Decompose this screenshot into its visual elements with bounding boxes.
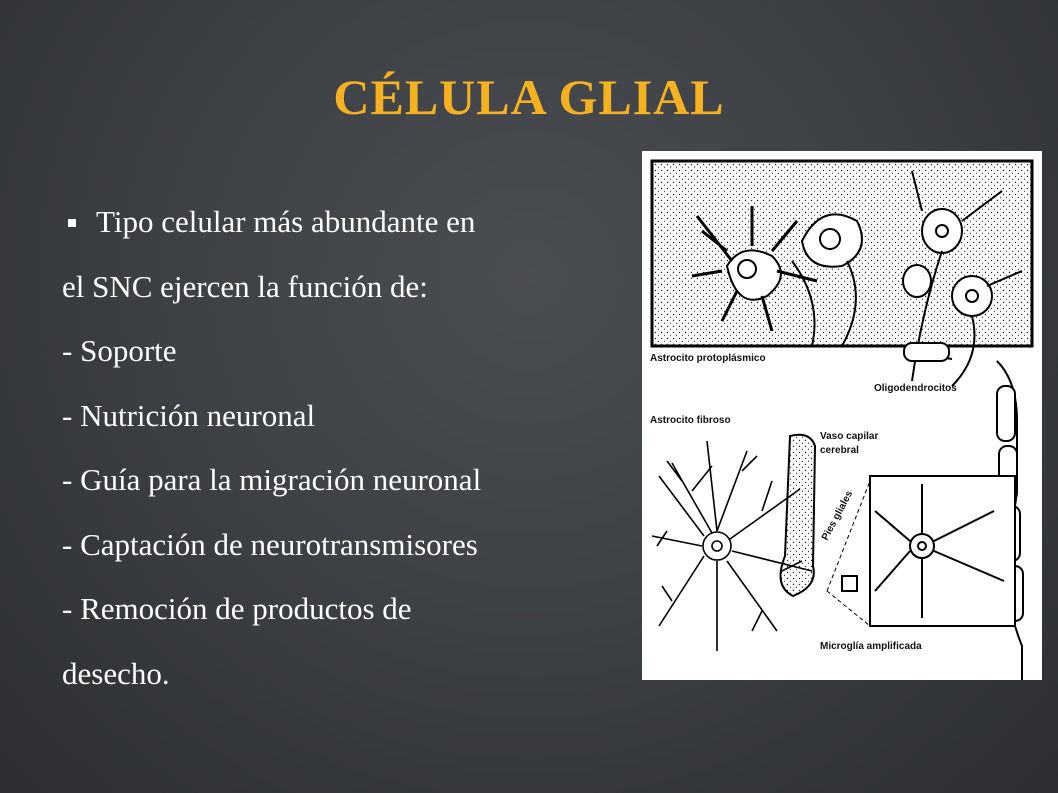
label-astrocito-fibroso: Astrocito fibroso bbox=[650, 415, 731, 426]
label-cerebral: cerebral bbox=[820, 445, 859, 456]
function-remocion: - Remoción de productos de bbox=[62, 591, 412, 626]
glial-cells-drawing bbox=[642, 151, 1042, 680]
label-microglia: Microglía amplificada bbox=[820, 641, 922, 652]
capillary-vessel bbox=[781, 435, 816, 596]
label-oligodendrocitos: Oligodendrocitos bbox=[874, 383, 957, 394]
function-nutricion: - Nutrición neuronal bbox=[62, 397, 316, 433]
function-soporte: - Soporte bbox=[62, 333, 177, 368]
label-astrocito-protoplasmico: Astrocito protoplásmico bbox=[650, 353, 766, 364]
slide-body bbox=[62, 190, 662, 706]
label-vaso-capilar: Vaso capilar bbox=[820, 431, 879, 442]
function-captacion: - Captación de neurotransmisores bbox=[62, 526, 478, 562]
bullet-text: Tipo celular más abundante en bbox=[96, 204, 476, 239]
bullet-item bbox=[62, 190, 662, 255]
slide-title: CÉLULA GLIAL bbox=[333, 69, 725, 125]
body-line: el SNC ejercen la función de: bbox=[62, 268, 428, 304]
function-remocion-cont: desecho. bbox=[62, 655, 170, 691]
glial-cells-illustration bbox=[642, 151, 1042, 680]
label-pies-gliales: Pies gliales bbox=[819, 489, 856, 543]
microglia-inset bbox=[827, 476, 1015, 626]
function-migracion: - Guía para la migración neuronal bbox=[62, 462, 482, 497]
square-bullet-icon bbox=[68, 219, 76, 227]
